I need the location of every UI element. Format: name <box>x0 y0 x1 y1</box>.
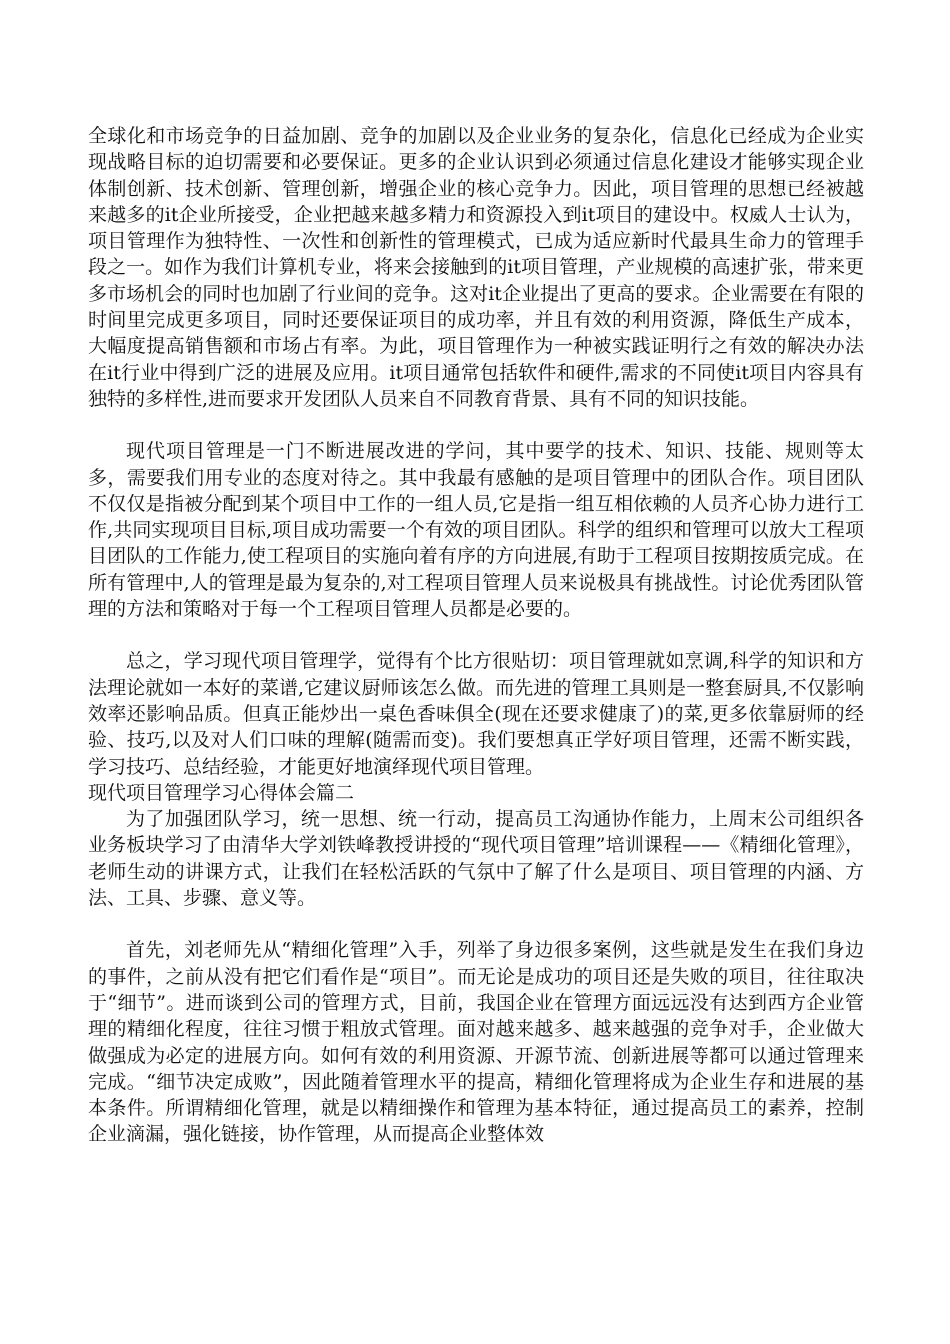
paragraph-2: 现代项目管理是一门不断进展改进的学问，其中要学的技术、知识、技能、规则等太多，需要我们用专业的态度对待之。其中我最有感触的是项目管理中的团队合作。项目团队不仅仅是指被分配到某个项目中工作的一组人员,它是指一组互相依赖的人员齐心协力进行工作,共同实现项目目标,项目成功需要一个有效的项目团队。科学的组织和管理可以放大工程项目团队的工作能力,使工程项目的实施向着有序的方向进展,有助于工程项目按期按质完成。在所有管理中,人的管理是最为复杂的,对工程项目管理人员来说极具有挑战性。讨论优秀团队管理的方法和策略对于每一个工程项目管理人员都是必要的。 <box>88 440 864 621</box>
paragraph-5: 首先，刘老师先从“精细化管理”入手，列举了身边很多案例，这些就是发生在我们身边的事件，之前从没有把它们看作是“项目”。而无论是成功的项目还是失败的项目，往往取决于“细节”。进而谈到公司的管理方式，目前，我国企业在管理方面远远没有达到西方企业管理的精细化程度，往往习惯于粗放式管理。面对越来越多、越来越强的竞争对手，企业做大做强成为必定的进展方向。如何有效的利用资源、开源节流、创新进展等都可以通过管理来完成。“细节决定成败”，因此随着管理水平的提高，精细化管理将成为企业生存和进展的基本条件。所谓精细化管理，就是以精细操作和管理为基本特征，通过提高员工的素养，控制企业滴漏，强化链接，协作管理，从而提高企业整体效 <box>88 939 864 1146</box>
section-title: 现代项目管理学习心得体会篇二 <box>88 781 355 804</box>
paragraph-gap <box>88 412 864 438</box>
paragraph-gap <box>88 911 864 937</box>
paragraph-3: 总之，学习现代项目管理学，觉得有个比方很贴切：项目管理就如烹调,科学的知识和方法理论就如一本好的菜谱,它建议厨师该怎么做。而先进的管理工具则是一整套厨具,不仅影响效率还影响品质。但真正能炒出一桌色香味俱全(现在还要求健康了)的菜,更多依靠厨师的经验、技巧,以及对人们口味的理解(随需而变)。我们要想真正学好项目管理，还需不断实践，学习技巧、总结经验，才能更好地演绎现代项目管理。 <box>88 650 864 778</box>
paragraph-4: 为了加强团队学习，统一思想、统一行动，提高员工沟通协作能力，上周末公司组织各业务板块学习了由清华大学刘铁峰教授讲授的“现代项目管理”培训课程——《精细化管理》，老师生动的讲课方式，让我们在轻松活跃的气氛中了解了什么是项目、项目管理的内涵、方法、工具、步骤、意义等。 <box>88 808 864 910</box>
paragraph-gap <box>88 622 864 648</box>
document-page <box>88 123 864 1148</box>
paragraph-1: 全球化和市场竞争的日益加剧、竞争的加剧以及企业业务的复杂化，信息化已经成为企业实现战略目标的迫切需要和必要保证。更多的企业认识到必须通过信息化建设才能够实现企业体制创新、技术创新、管理创新，增强企业的核心竞争力。因此，项目管理的思想已经被越来越多的it企业所接受，企业把越来越多精力和资源投入到it项目的建设中。权威人士认为，项目管理作为独特性、一次性和创新性的管理模式，已成为适应新时代最具生命力的管理手段之一。如作为我们计算机专业，将来会接触到的it项目管理，产业规模的高速扩张，带来更多市场机会的同时也加剧了行业间的竞争。这对it企业提出了更高的要求。企业需要在有限的时间里完成更多项目，同时还要保证项目的成功率，并且有效的利用资源，降低生产成本，大幅度提高销售额和市场占有率。为此，项目管理作为一种被实践证明行之有效的解决办法在it行业中得到广泛的进展及应用。it项目通常包括软件和硬件,需求的不同使it项目内容具有独特的多样性,进而要求开发团队人员来自不同教育背景、具有不同的知识技能。 <box>88 125 864 410</box>
